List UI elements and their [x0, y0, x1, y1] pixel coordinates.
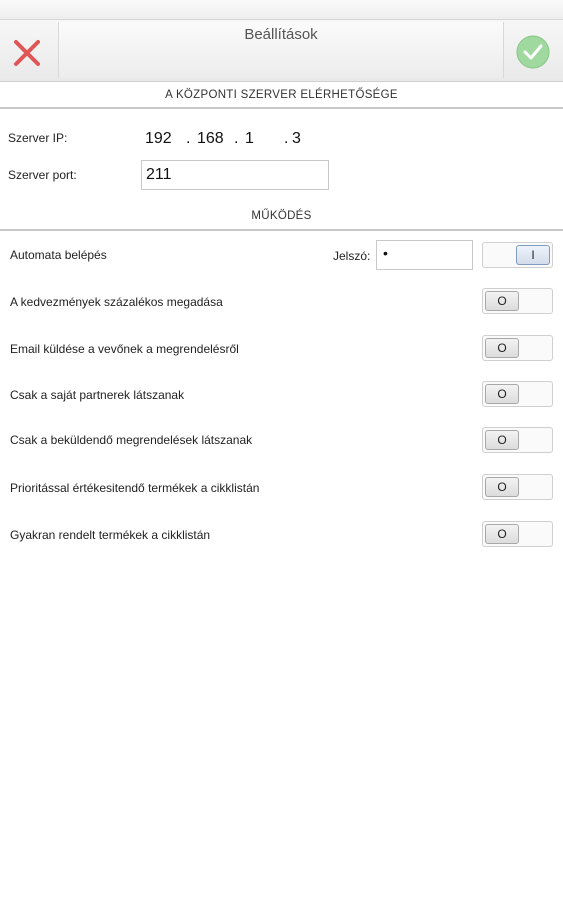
toggle-knob: O: [485, 477, 519, 497]
ip-octet-1[interactable]: 192: [145, 130, 172, 147]
server-port-label: Szerver port:: [8, 168, 77, 182]
toggle-knob: O: [485, 524, 519, 544]
setting-label-pending-orders: Csak a beküldendő megrendelések látszanak: [10, 433, 253, 447]
password-input[interactable]: •: [376, 240, 473, 270]
server-port-input[interactable]: 211: [141, 160, 329, 190]
password-label: Jelszó:: [333, 249, 371, 263]
server-section-heading: A KÖZPONTI SZERVER ELÉRHETŐSÉGE: [165, 89, 398, 101]
page-title: Beállítások: [244, 26, 318, 43]
ip-dot-1: .: [186, 130, 191, 147]
toggle-pending-orders[interactable]: [482, 427, 553, 453]
toggle-frequent-products[interactable]: [482, 521, 553, 547]
ip-octet-4[interactable]: 3: [292, 130, 301, 147]
toggle-knob: O: [485, 430, 519, 450]
check-icon: [515, 34, 551, 70]
server-ip-label: Szerver IP:: [8, 131, 68, 145]
ip-dot-3: .: [284, 130, 289, 147]
title-bar: [0, 20, 563, 82]
setting-label-discount-percent: A kedvezmények százalékos megadása: [10, 295, 223, 309]
confirm-button[interactable]: [515, 34, 551, 70]
operation-section-heading: MŰKÖDÉS: [251, 210, 312, 222]
operation-section-divider: [0, 229, 563, 231]
toggle-own-partners[interactable]: [482, 381, 553, 407]
toggle-knob: O: [485, 338, 519, 358]
toggle-knob: O: [485, 291, 519, 311]
toggle-priority-products[interactable]: [482, 474, 553, 500]
toggle-discount-percent[interactable]: [482, 288, 553, 314]
title-area: [58, 22, 504, 78]
server-section-divider: [0, 107, 563, 109]
setting-label-own-partners: Csak a saját partnerek látszanak: [10, 388, 185, 402]
toggle-knob: O: [485, 384, 519, 404]
ip-dot-2: .: [234, 130, 239, 147]
ip-octet-3[interactable]: 1: [245, 130, 254, 147]
setting-label-priority-products: Prioritással értékesitendő termékek a cikklistán: [10, 481, 260, 495]
close-icon: [6, 32, 48, 74]
auto-login-toggle[interactable]: [482, 242, 553, 268]
status-strip: [0, 0, 563, 20]
setting-label-frequent-products: Gyakran rendelt termékek a cikklistán: [10, 528, 211, 542]
auto-login-label: Automata belépés: [10, 248, 107, 262]
toggle-email-customer[interactable]: [482, 335, 553, 361]
toggle-knob: I: [516, 245, 550, 265]
cancel-button[interactable]: [6, 32, 48, 74]
setting-label-email-customer: Email küldése a vevőnek a megrendelésről: [10, 342, 239, 356]
ip-octet-2[interactable]: 168: [197, 130, 224, 147]
